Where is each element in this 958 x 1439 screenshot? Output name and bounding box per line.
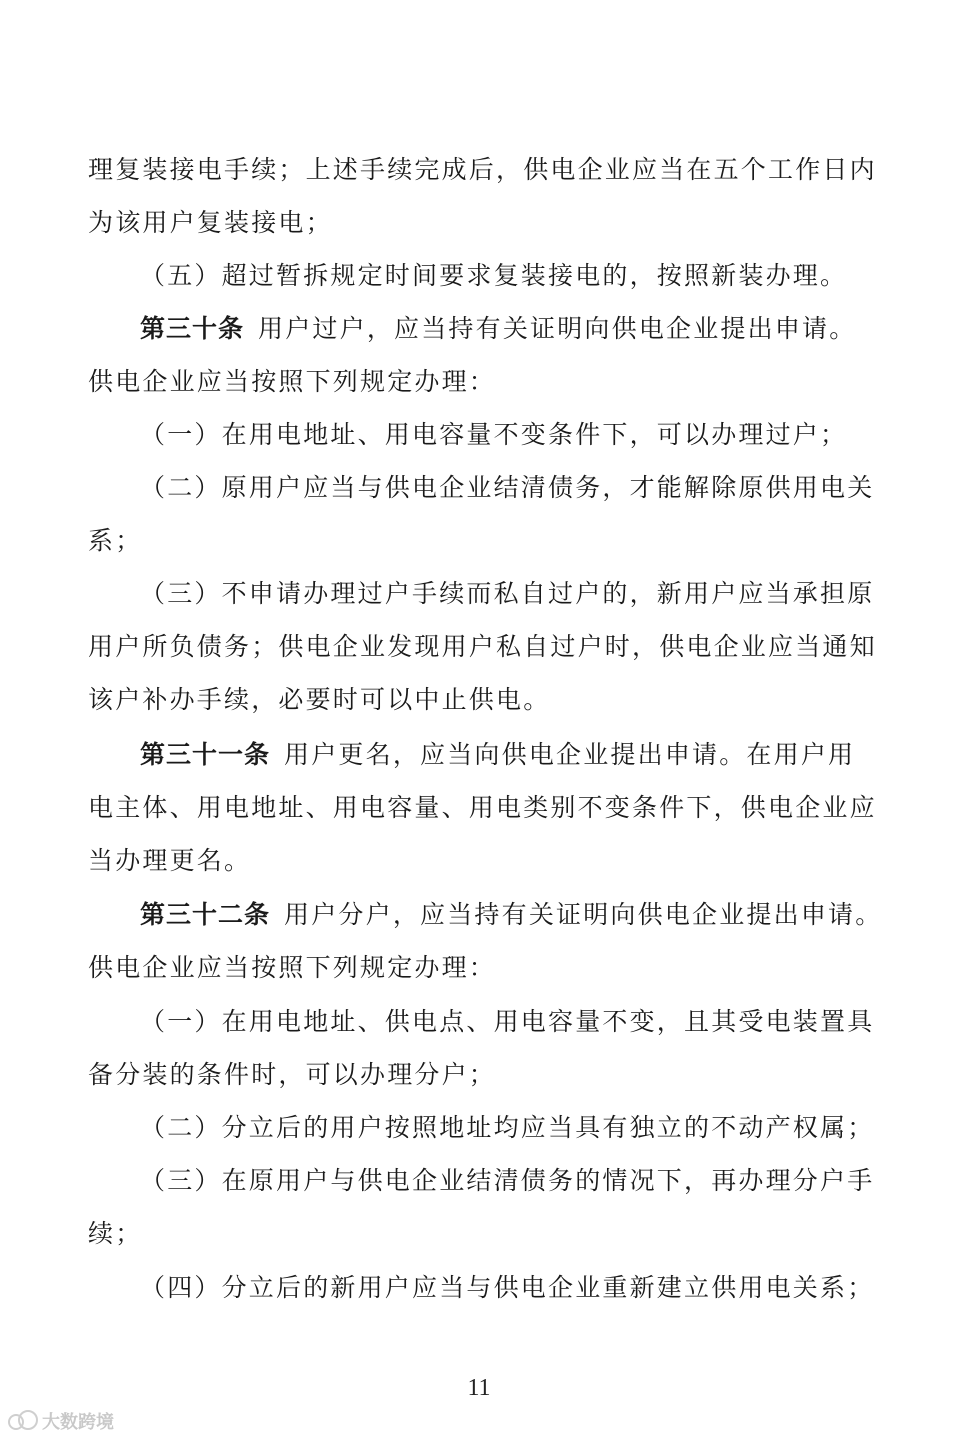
page-number: 11: [467, 1375, 491, 1401]
text-line: （四）分立后的新用户应当与供电企业重新建立供用电关系；: [140, 1273, 875, 1302]
text-line: 电主体、用电地址、用电容量、用电类别不变条件下，供电企业应: [88, 793, 877, 822]
article-line: 第三十一条 用户更名，应当向供电企业提出申请。在用户用: [140, 740, 856, 769]
text-line: 供电企业应当按照下列规定办理：: [88, 953, 497, 982]
text-line: 理复装接电手续；上述手续完成后，供电企业应当在五个工作日内: [88, 155, 877, 184]
text-line: 用户所负债务；供电企业发现用户私自过户时，供电企业应当通知: [88, 632, 877, 661]
document-page: [88, 0, 883, 1439]
text-line: 供电企业应当按照下列规定办理：: [88, 367, 497, 396]
text-line: （五）超过暂拆规定时间要求复装接电的，按照新装办理。: [140, 261, 848, 290]
text-line: （一）在用电地址、供电点、用电容量不变，且其受电装置具: [140, 1007, 875, 1036]
text-line: 备分装的条件时，可以办理分户；: [88, 1060, 497, 1089]
article-heading: 第三十一条: [140, 740, 271, 769]
watermark-logo-icon: [8, 1410, 38, 1432]
text-line: （一）在用电地址、用电容量不变条件下，可以办理过户；: [140, 420, 848, 449]
text-line: （三）在原用户与供电企业结清债务的情况下，再办理分户手: [140, 1166, 875, 1195]
text-line: 当办理更名。: [88, 846, 252, 875]
watermark-text: 大数跨境: [42, 1412, 114, 1433]
text-line: 该户补办手续，必要时可以中止供电。: [88, 685, 551, 714]
text-line: （二）原用户应当与供电企业结清债务，才能解除原供用电关: [140, 473, 875, 502]
text-line: （三）不申请办理过户手续而私自过户的，新用户应当承担原: [140, 579, 875, 608]
text-line: （二）分立后的用户按照地址均应当具有独立的不动产权属；: [140, 1113, 875, 1142]
article-line: 第三十条 用户过户，应当持有关证明向供电企业提出申请。: [140, 314, 857, 343]
text-line: 系；: [88, 526, 143, 555]
article-heading: 第三十二条: [140, 900, 271, 929]
article-heading: 第三十条: [140, 314, 245, 343]
article-line: 第三十二条 用户分户，应当持有关证明向供电企业提出申请。: [140, 900, 883, 929]
text-line: 续；: [88, 1219, 143, 1248]
watermark: [8, 1408, 114, 1434]
text-line: 为该用户复装接电；: [88, 208, 333, 237]
